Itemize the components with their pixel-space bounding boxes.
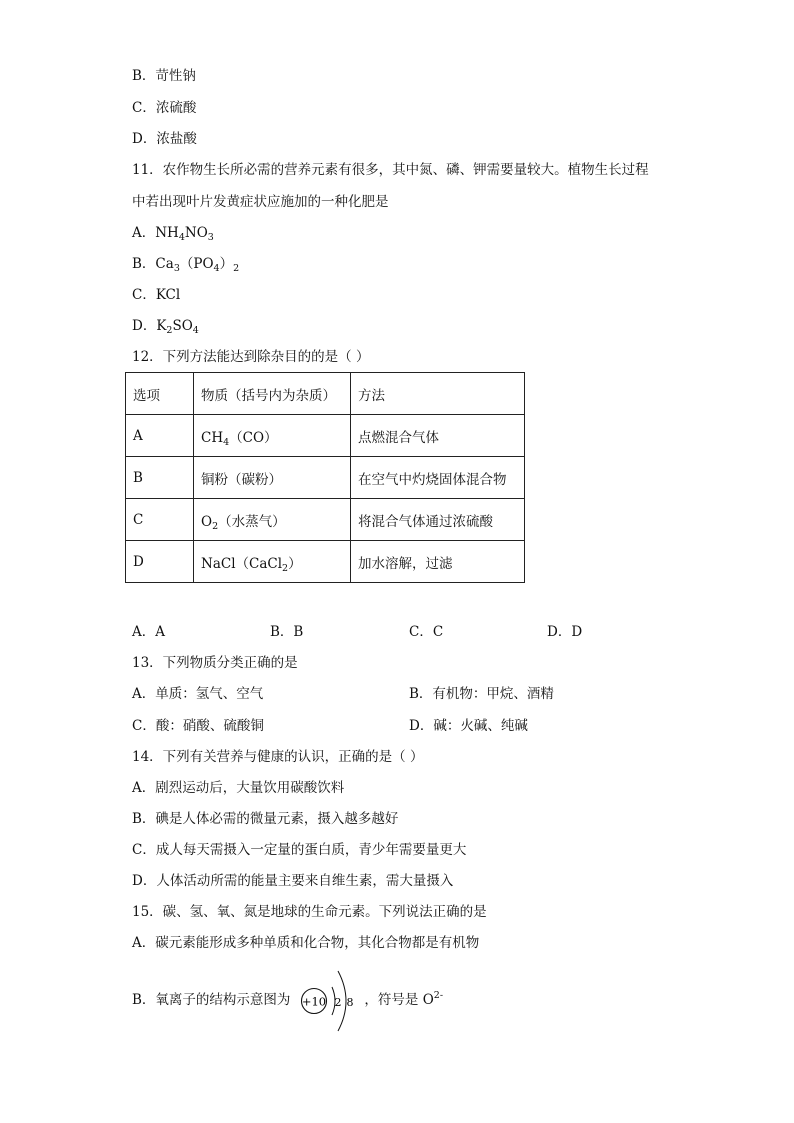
q11a-sub1: 4 xyxy=(178,232,185,243)
table-row xyxy=(126,541,525,583)
substance-sub: 4 xyxy=(223,436,230,448)
q12-table xyxy=(125,372,525,583)
q11-option-c: C．KCl xyxy=(132,287,181,303)
header-cell: 方法 xyxy=(351,373,525,415)
q11d-text: D．K xyxy=(132,318,167,334)
option-cell: A xyxy=(126,415,194,457)
option-cell: B xyxy=(126,457,194,499)
q12-option-b: B．B xyxy=(270,624,304,640)
q15-option-b xyxy=(132,990,443,1010)
substance-text: CH xyxy=(201,429,224,446)
method-cell: 将混合气体通过浓硫酸 xyxy=(351,499,525,541)
q14-stem: 14．下列有关营养与健康的认识，正确的是（ ） xyxy=(132,749,424,765)
substance-text2: ） xyxy=(288,555,302,572)
method-cell: 点燃混合气体 xyxy=(351,415,525,457)
q11-stem-line1: 11．农作物生长所必需的营养元素有很多，其中氮、磷、钾需要量较大。植物生长过程 xyxy=(132,162,649,178)
q11d-sub2: 4 xyxy=(192,325,199,336)
q11b-text: B．Ca xyxy=(132,256,174,272)
header-cell: 物质（括号内为杂质） xyxy=(194,373,351,415)
substance-text: 铜粉（碳粉） xyxy=(201,471,282,488)
q11a-text2: NO xyxy=(184,225,208,241)
q12-option-d: D．D xyxy=(547,624,583,640)
q11a-sub2: 3 xyxy=(207,232,214,243)
substance-text: NaCl（CaCl xyxy=(201,555,283,572)
option-cell: C xyxy=(126,499,194,541)
q10-option-c: C．浓硫酸 xyxy=(132,100,197,116)
substance-sub: 2 xyxy=(212,520,219,532)
q12-option-c: C．C xyxy=(409,624,444,640)
q11-option-b xyxy=(132,254,239,274)
table-row xyxy=(126,499,525,541)
substance-sub: 2 xyxy=(282,562,289,574)
q15b-charge: 2- xyxy=(433,990,444,1001)
method-cell: 加水溶解，过滤 xyxy=(351,541,525,583)
q13-option-c: C．酸：硝酸、硫酸铜 xyxy=(132,718,264,734)
q11b-text3: ） xyxy=(219,256,234,272)
oxygen-ion-structure-diagram xyxy=(298,966,368,1036)
q13-stem: 13．下列物质分类正确的是 xyxy=(132,655,298,671)
q11b-text2: （PO xyxy=(179,256,214,272)
q11a-text: A．NH xyxy=(132,225,179,241)
q13-option-a: A．单质：氢气、空气 xyxy=(132,686,264,702)
q14-option-a: A．剧烈运动后，大量饮用碳酸饮料 xyxy=(132,780,345,796)
q10-option-b: B．苛性钠 xyxy=(132,68,196,84)
q15-stem: 15．碳、氢、氧、氮是地球的生命元素。下列说法正确的是 xyxy=(132,904,487,920)
table-row xyxy=(126,457,525,499)
q14-option-b: B．碘是人体必需的微量元素，摄入越多越好 xyxy=(132,811,399,827)
header-cell: 选项 xyxy=(126,373,194,415)
substance-text: O xyxy=(201,513,213,530)
shell-2-electrons: 8 xyxy=(346,996,354,1009)
q12-option-a: A．A xyxy=(132,624,165,640)
substance-cell xyxy=(194,499,351,541)
q11b-sub1: 3 xyxy=(173,263,180,274)
q11b-sub3: 2 xyxy=(233,263,240,274)
substance-cell xyxy=(194,415,351,457)
table-header-row xyxy=(126,373,525,415)
q15-option-a: A．碳元素能形成多种单质和化合物，其化合物都是有机物 xyxy=(132,935,480,951)
method-cell: 在空气中灼烧固体混合物 xyxy=(351,457,525,499)
q12-stem: 12．下列方法能达到除杂目的的是（ ） xyxy=(132,349,370,365)
q11-stem-line2: 中若出现叶片发黄症状应施加的一种化肥是 xyxy=(132,194,389,210)
q14-option-d: D．人体活动所需的能量主要来自维生素，需大量摄入 xyxy=(132,873,454,889)
q11b-sub2: 4 xyxy=(213,263,220,274)
substance-text2: （水蒸气） xyxy=(218,513,286,530)
q11d-sub1: 2 xyxy=(166,325,173,336)
table-row xyxy=(126,415,525,457)
substance-text2: （CO） xyxy=(229,429,278,446)
q14-option-c: C．成人每天需摄入一定量的蛋白质，青少年需要量更大 xyxy=(132,842,467,858)
substance-cell xyxy=(194,457,351,499)
q11-option-a xyxy=(132,223,214,243)
shell-1-electrons: 2 xyxy=(334,996,342,1009)
q10-option-d: D．浓盐酸 xyxy=(132,131,197,147)
q11d-text2: SO xyxy=(172,318,193,334)
nucleus-charge: +10 xyxy=(301,994,327,1009)
substance-cell xyxy=(194,541,351,583)
q13-option-b: B．有机物：甲烷、酒精 xyxy=(409,686,554,702)
q13-option-d: D．碱：火碱、纯碱 xyxy=(409,718,528,734)
option-cell: D xyxy=(126,541,194,583)
q11-option-d xyxy=(132,316,199,336)
q15b-text: B．氧离子的结构示意图为 xyxy=(132,992,291,1008)
q15b-text2: ，符号是 O xyxy=(364,992,434,1008)
